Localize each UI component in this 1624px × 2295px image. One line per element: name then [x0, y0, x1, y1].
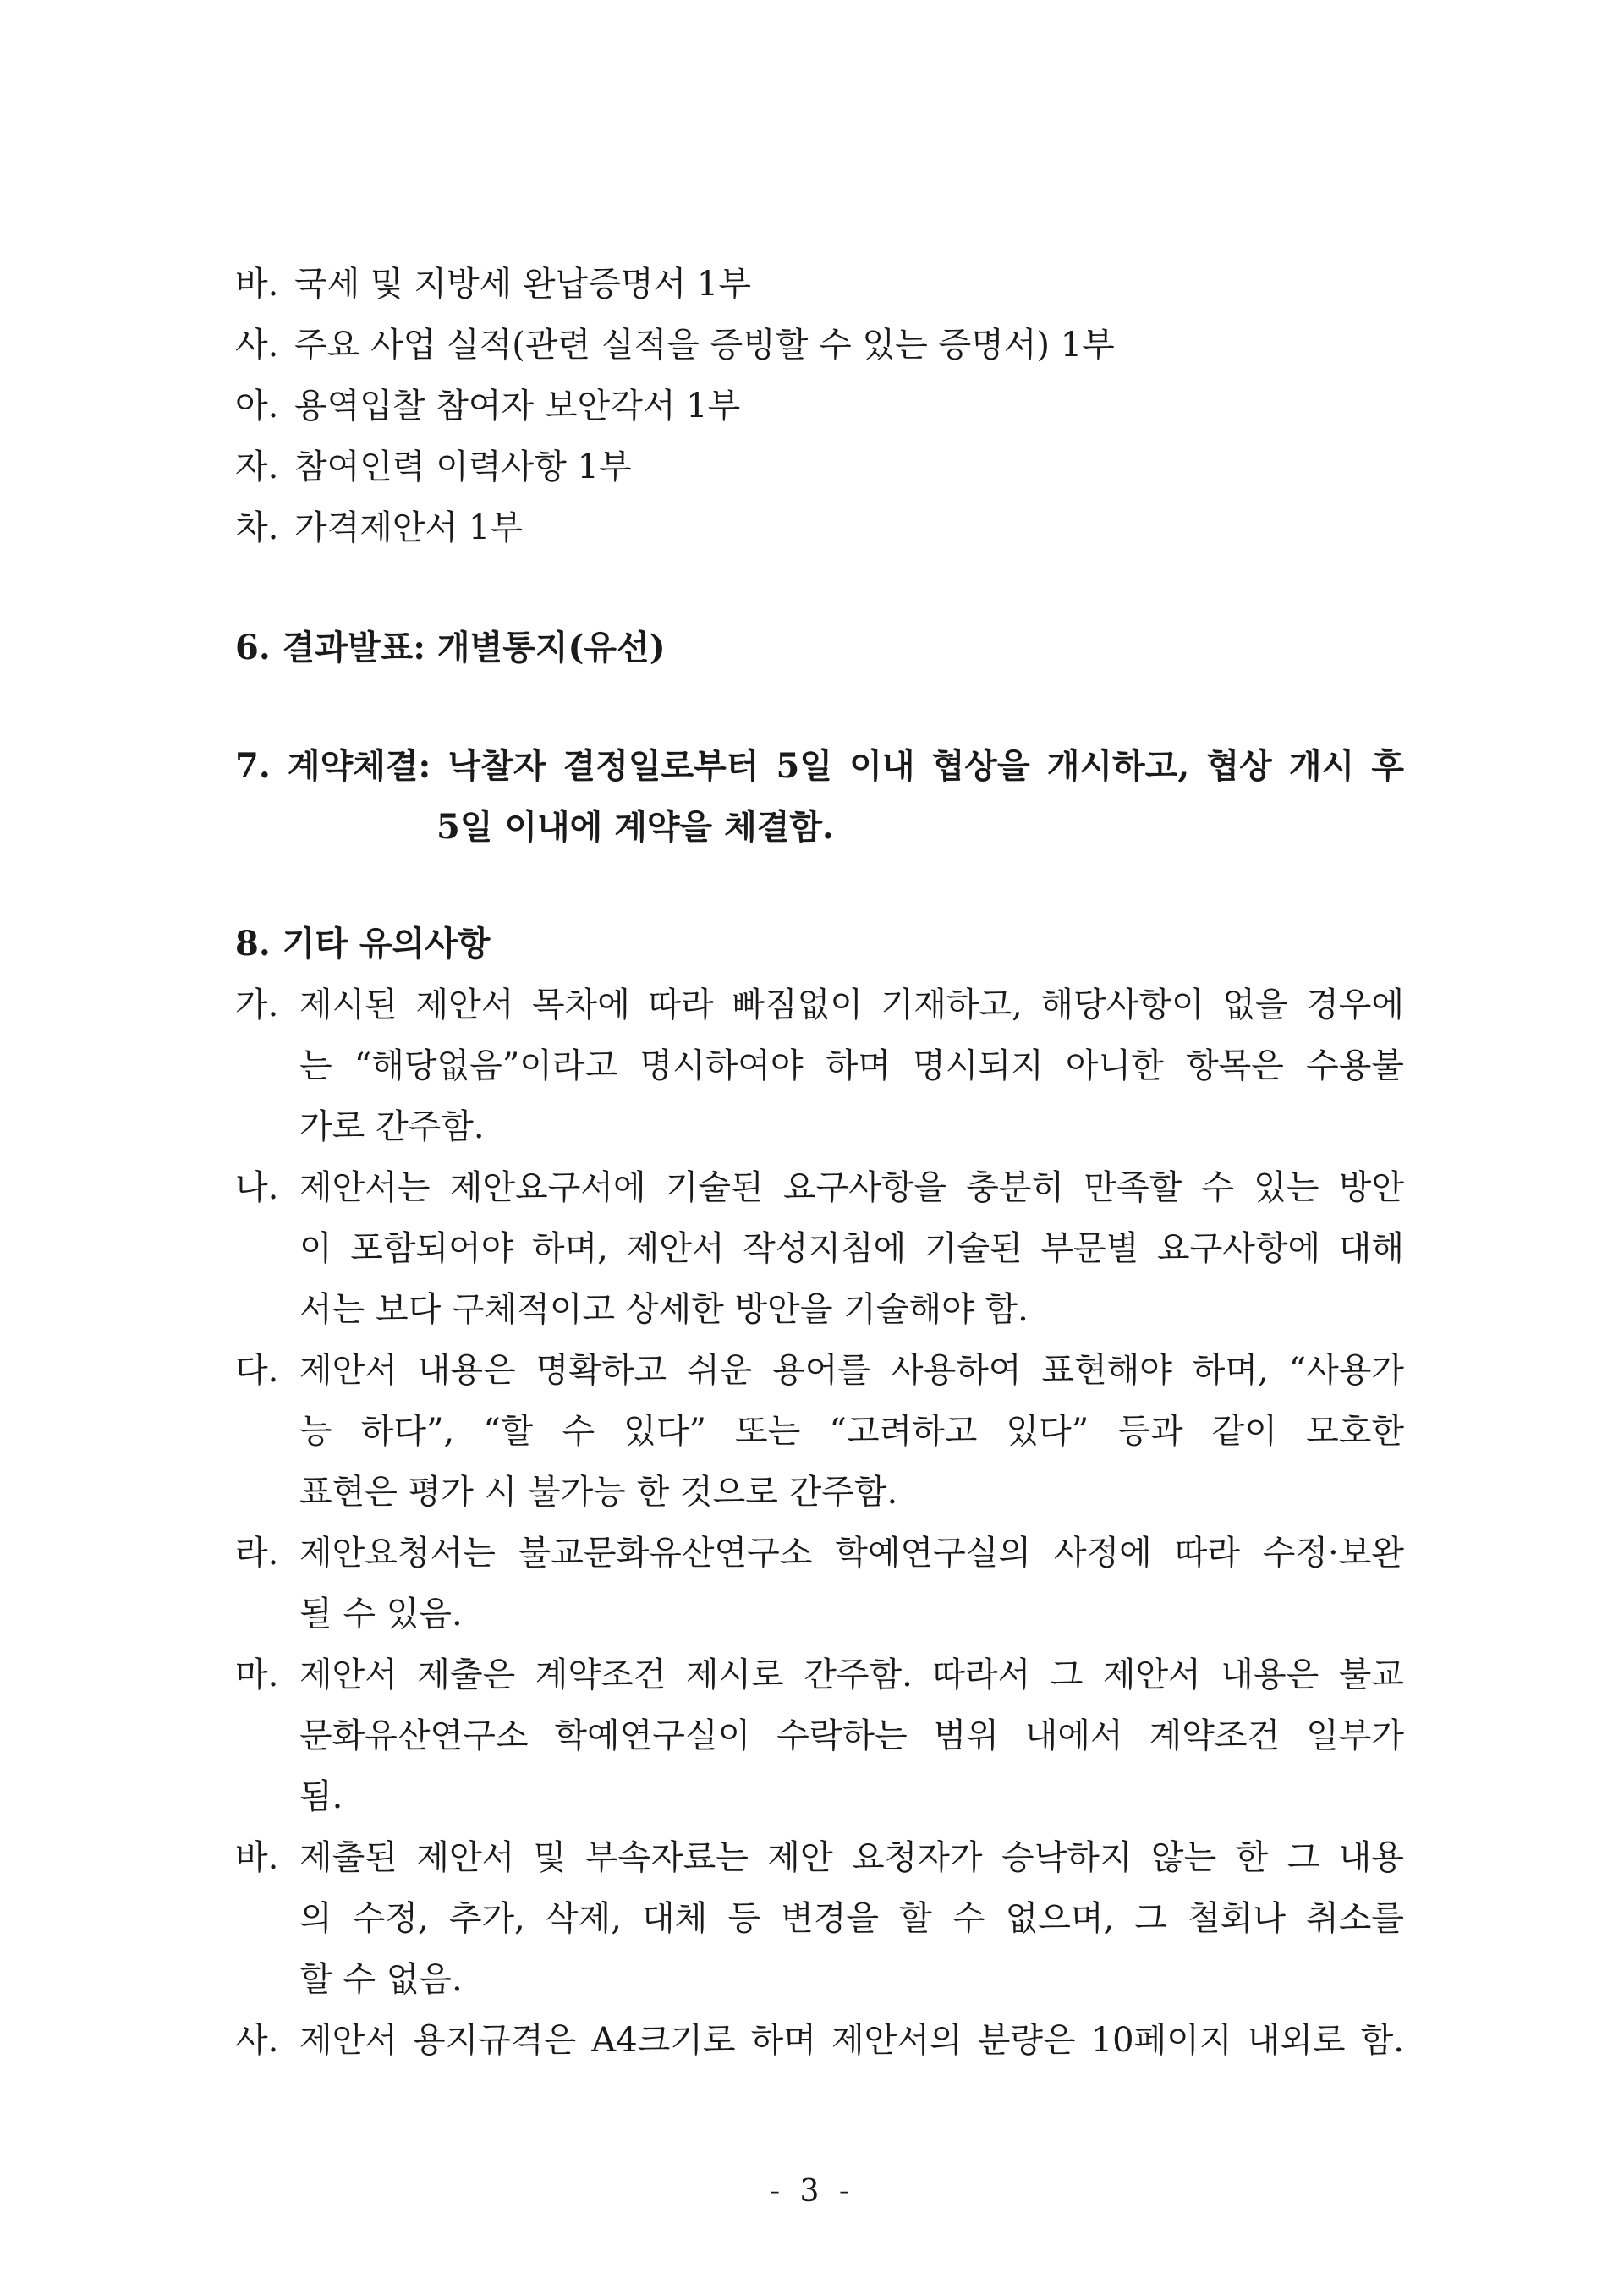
item-label: 자. [235, 447, 279, 486]
item-label: 차. [235, 508, 279, 547]
item-text-line: 이 포함되어야 하며, 제안서 작성지침에 기술된 부문별 요구사항에 대해 [299, 1229, 1404, 1268]
item-text-line: 서는 보다 구체적이고 상세한 방안을 기술해야 함. [299, 1290, 1029, 1329]
item-text: 주요 사업 실적(관련 실적을 증빙할 수 있는 증명서) 1부 [294, 326, 1115, 365]
item-text-line: 는 “해당없음”이라고 명시하여야 하며 명시되지 아니한 항목은 수용불 [299, 1046, 1404, 1085]
item-label: 가. [235, 986, 279, 1024]
item-text-line: 제시된 제안서 목차에 따라 빠짐없이 기재하고, 해당사항이 없을 경우에 [299, 986, 1404, 1024]
item-text-line: 제안서 제출은 계약조건 제시로 간주함. 따라서 그 제안서 내용은 불교 [299, 1655, 1404, 1694]
attachment-item [235, 321, 1115, 369]
item-label: 아. [235, 387, 279, 426]
item-text-line: 제안서 용지규격은 A4크기로 하며 제안서의 분량은 10페이지 내외로 함. [299, 2021, 1404, 2060]
item-text-line: 제안서 내용은 명확하고 쉬운 용어를 사용하여 표현해야 하며, “사용가 [299, 1351, 1404, 1390]
item-text-line: 할 수 없음. [299, 1960, 463, 1999]
section-7-line-2: 5일 이내에 계약을 체결함. [436, 807, 834, 847]
item-text-line: 제출된 제안서 및 부속자료는 제안 요청자가 승낙하지 않는 한 그 내용 [299, 1838, 1404, 1877]
attachment-item [235, 261, 751, 308]
item-label: 나. [235, 1168, 279, 1207]
item-label: 마. [235, 1655, 279, 1694]
item-label: 라. [235, 1534, 279, 1573]
section-8-heading: 8. 기타 유의사항 [235, 924, 491, 964]
attachment-item [235, 443, 632, 491]
item-text: 국세 및 지방세 완납증명서 1부 [294, 265, 751, 304]
item-label: 사. [235, 326, 279, 365]
item-label: 다. [235, 1351, 279, 1390]
item-text: 참여인력 이력사항 1부 [294, 447, 632, 486]
item-label: 바. [235, 1838, 279, 1877]
attachment-item [235, 382, 740, 430]
item-text-line: 제안서는 제안요구서에 기술된 요구사항을 충분히 만족할 수 있는 방안 [299, 1168, 1404, 1207]
item-label: 사. [235, 2021, 279, 2060]
item-text-line: 됨. [299, 1777, 343, 1816]
section-6-heading: 6. 결과발표: 개별통지(유선) [235, 628, 666, 667]
page-number: - 3 - [769, 2174, 855, 2209]
item-text-line: 의 수정, 추가, 삭제, 대체 등 변경을 할 수 없으며, 그 철회나 취소를 [299, 1899, 1404, 1938]
item-text-line: 문화유산연구소 학예연구실이 수락하는 범위 내에서 계약조건 일부가 [299, 1716, 1404, 1755]
item-text-line: 제안요청서는 불교문화유산연구소 학예연구실의 사정에 따라 수정·보완 [299, 1534, 1404, 1573]
item-label: 바. [235, 265, 279, 304]
item-text-line: 가로 간주함. [299, 1107, 485, 1146]
item-text: 가격제안서 1부 [294, 508, 524, 547]
section-7-line-1: 7. 계약체결: 낙찰자 결정일로부터 5일 이내 협상을 개시하고, 협상 개시 후 [235, 746, 1404, 786]
item-text: 용역입찰 참여자 보안각서 1부 [294, 387, 741, 426]
attachment-item [235, 504, 523, 552]
item-text-line: 능 하다”, “할 수 있다” 또는 “고려하고 있다” 등과 같이 모호한 [299, 1412, 1404, 1451]
item-text-line: 될 수 있음. [299, 1595, 463, 1633]
item-text-line: 표현은 평가 시 불가능 한 것으로 간주함. [299, 1473, 898, 1512]
